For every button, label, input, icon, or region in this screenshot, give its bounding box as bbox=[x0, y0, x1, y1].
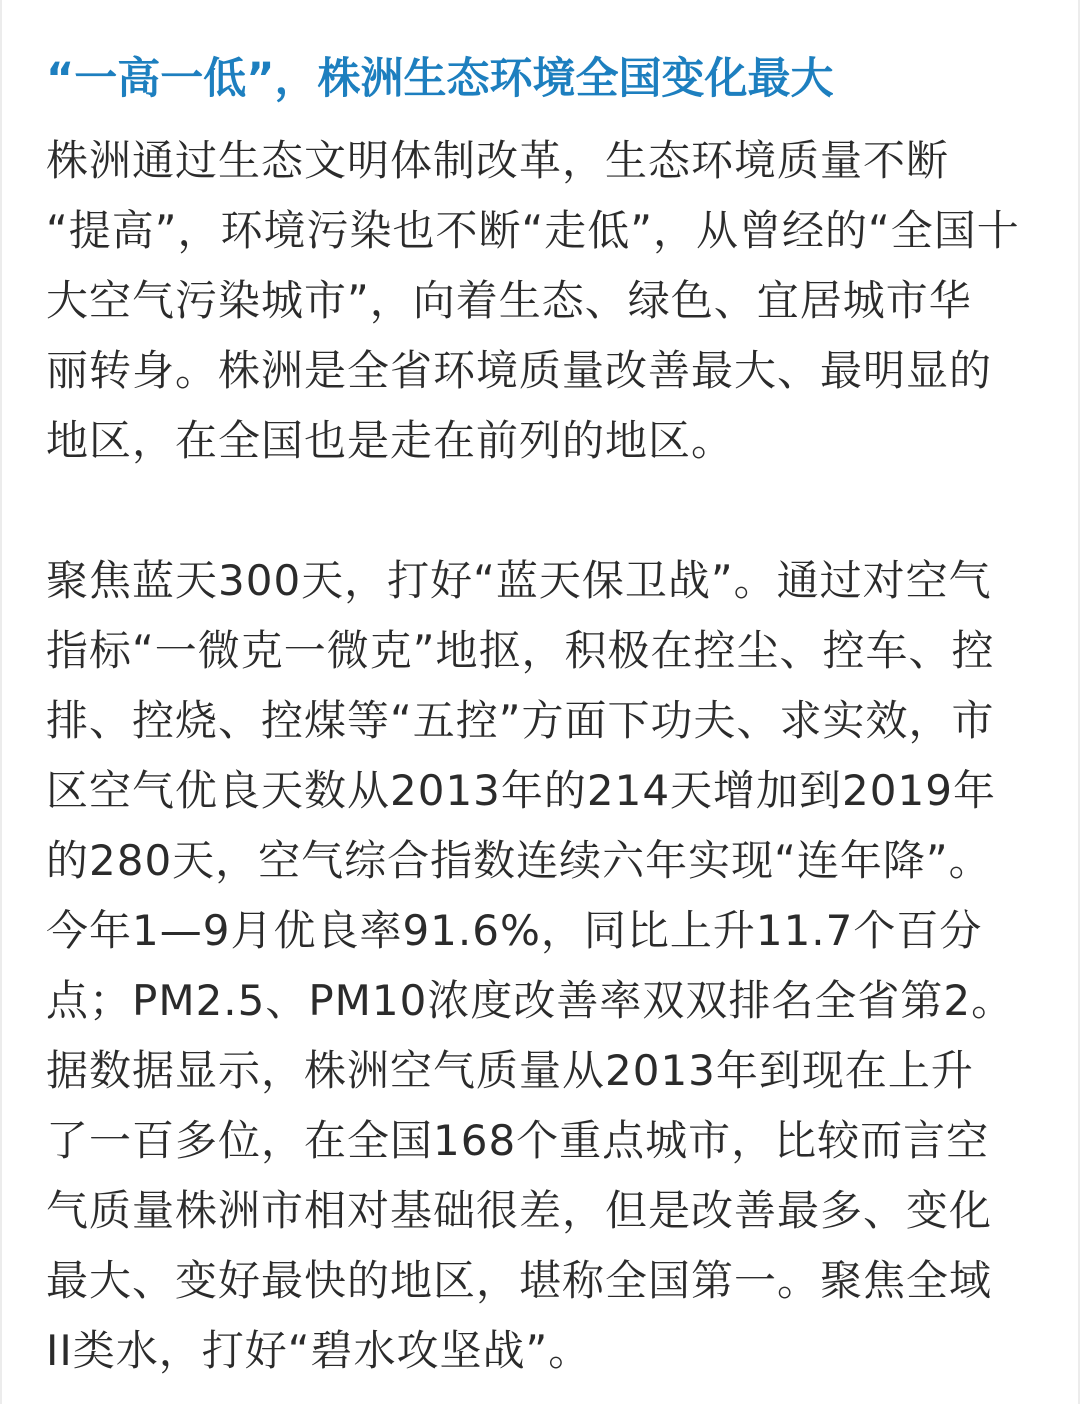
paragraph-line: 最大、变好最快的地区，堪称全国第一。聚焦全域 bbox=[46, 1256, 993, 1305]
paragraph-2 bbox=[46, 546, 1034, 1386]
paragraph-line: 聚焦蓝天300天，打好“蓝天保卫战”。通过对空气 bbox=[46, 556, 992, 605]
paragraph-line: 丽转身。株洲是全省环境质量改善最大、最明显的 bbox=[46, 346, 993, 395]
paragraph-line: 据数据显示，株洲空气质量从2013年到现在上升 bbox=[46, 1046, 974, 1095]
paragraph-line: 气质量株洲市相对基础很差，但是改善最多、变化 bbox=[46, 1186, 993, 1235]
paragraph-line: 地区，在全国也是走在前列的地区。 bbox=[46, 416, 735, 465]
left-edge-divider bbox=[0, 0, 2, 1404]
paragraph-line: 指标“一微克一微克”地抠，积极在控尘、控车、控 bbox=[46, 626, 995, 675]
paragraph-line: 今年1—9月优良率91.6%，同比上升11.7个百分 bbox=[46, 906, 983, 955]
article-heading: “一高一低”，株洲生态环境全国变化最大 bbox=[46, 54, 834, 104]
paragraph-line: 的280天，空气综合指数连续六年实现“连年降”。 bbox=[46, 836, 992, 885]
paragraph-line: 区空气优良天数从2013年的214天增加到2019年 bbox=[46, 766, 996, 815]
paragraph-line: 株洲通过生态文明体制改革，生态环境质量不断 bbox=[46, 136, 950, 185]
paragraph-1 bbox=[46, 126, 1034, 476]
paragraph-line: 了一百多位，在全国168个重点城市，比较而言空 bbox=[46, 1116, 990, 1165]
paragraph-line: II类水，打好“碧水攻坚战”。 bbox=[46, 1326, 592, 1375]
paragraph-line: 大空气污染城市”，向着生态、绿色、宜居城市华 bbox=[46, 276, 972, 325]
paragraph-line: 点；PM2.5、PM10浓度改善率双双排名全省第2。 bbox=[46, 976, 1015, 1025]
paragraph-line: “提高”，环境污染也不断“走低”，从曾经的“全国十 bbox=[46, 206, 1020, 255]
paragraph-line: 排、控烧、控煤等“五控”方面下功夫、求实效，市 bbox=[46, 696, 995, 745]
